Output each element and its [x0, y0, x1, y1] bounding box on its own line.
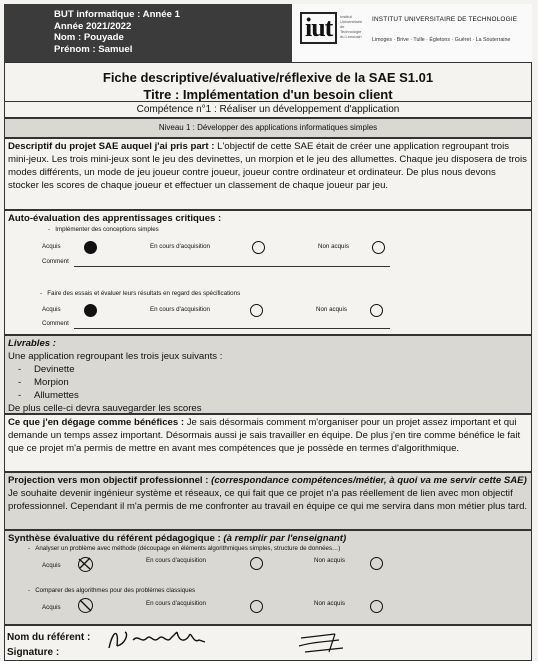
checked-circle[interactable] [84, 241, 97, 254]
niveau: Niveau 1 : Développer des applications informatiques simples [4, 118, 532, 138]
empty-circle[interactable] [372, 241, 385, 254]
synthese-label: Synthèse évaluative du référent pédagogique : [8, 533, 221, 544]
benefices-section [4, 414, 532, 472]
referent-label: Nom du référent : [7, 632, 91, 643]
iut-logo: iut [300, 12, 337, 44]
crossed-circle[interactable] [78, 557, 93, 572]
descriptif-label: Descriptif du projet SAE auquel j'ai pris part : [8, 141, 215, 152]
check-mark-icon [77, 597, 92, 612]
handwritten-signature [105, 626, 225, 652]
livrables-section [4, 335, 532, 414]
signature-scribble [295, 628, 355, 656]
projection-section [4, 472, 532, 530]
list-item: - Devinette [34, 363, 528, 376]
empty-circle[interactable] [252, 241, 265, 254]
name-line: Nom : Pouyade [54, 32, 124, 43]
auto-eval-label: Auto-évaluation des apprentissages critiques : [8, 213, 222, 224]
empty-circle[interactable] [250, 600, 263, 613]
acquis-label: Acquis [42, 604, 61, 611]
benefices-text: Je sais désormais comment m'organiser pour un projet assez important et qui demande un temps assez important. Désormais aussi je sais travailler en équipe. De plus j'en tire comme bénéfice le fait que ce projet m'a permis de mettre en avant mes compétences que je possède en termes d'algorithmique. [8, 417, 521, 454]
competence: Compétence n°1 : Réaliser un développement d'application [4, 101, 532, 118]
empty-circle[interactable] [370, 304, 383, 317]
header [4, 4, 532, 62]
program-line: BUT informatique : Année 1 [54, 9, 180, 20]
form-title: Fiche descriptive/évaluative/réflexive de la SAE S1.01 [102, 70, 434, 85]
checked-circle[interactable] [84, 304, 97, 317]
descriptif-section [4, 138, 532, 210]
acquis-label: Acquis [42, 243, 61, 250]
en-cours-label: En cours d'acquisition [146, 600, 206, 607]
list-item: - Morpion [34, 376, 528, 389]
logo-subtitle: Institut Universitaire de Technologie du Limousin [340, 14, 363, 39]
non-acquis-label: Non acquis [314, 557, 345, 564]
empty-circle[interactable] [370, 557, 383, 570]
firstname-line: Prénom : Samuel [54, 43, 133, 55]
comment-label: Comment [42, 258, 69, 265]
sae-title: Titre : Implémentation d'un besoin client [143, 87, 393, 102]
comment-label: Comment [42, 320, 69, 327]
livrables-label: Livrables : [8, 338, 56, 349]
non-acquis-label: Non acquis [314, 600, 345, 607]
comment-line[interactable] [74, 266, 390, 267]
projection-label: Projection vers mon objectif professionnel : [8, 475, 209, 486]
campus-list: Limoges · Brive · Tulle · Égletons · Guéret · La Souterraine [372, 37, 511, 43]
empty-circle[interactable] [250, 304, 263, 317]
synthese-hint: (à remplir par l'enseignant) [220, 533, 347, 544]
footer [4, 625, 532, 661]
en-cours-label: En cours d'acquisition [146, 557, 206, 564]
criterion-2: - Faire des essais et évaluer leurs résultats en regard des spécifications [40, 290, 241, 297]
crossed-circle[interactable] [78, 598, 93, 613]
en-cours-label: En cours d'acquisition [150, 306, 210, 313]
livrables-intro: Une application regroupant les trois jeux suivants : [8, 351, 223, 362]
institute-name: INSTITUT UNIVERSITAIRE DE TECHNOLOGIE [372, 16, 518, 23]
acquis-label: Acquis [42, 306, 61, 313]
projection-hint: (correspondance compétences/métier, à quoi va me servir cette SAE) [208, 475, 527, 486]
livrables-list [8, 363, 528, 402]
en-cours-label: En cours d'acquisition [150, 243, 210, 250]
year-line: Année 2021/2022 [54, 20, 132, 32]
livrables-outro: De plus celle-ci devra sauvegarder les scores [8, 403, 202, 414]
check-mark-icon [77, 556, 92, 571]
non-acquis-label: Non acquis [318, 243, 349, 250]
acquis-label: Acquis [42, 562, 61, 569]
list-item: - Allumettes [34, 389, 528, 402]
criterion-3: - Analyser un problème avec méthode (découpage en éléments algorithmiques simples, structure de données…) [28, 545, 341, 552]
empty-circle[interactable] [370, 600, 383, 613]
signature-label: Signature : [7, 647, 60, 658]
projection-text: Je souhaite devenir ingénieur système et réseaux, ce qui fait que ce projet n'a pas réellement de lien avec mon objectif professionnel. Cependant il m'a permis de me confronter au travail en équipe ce qui me servira dans mon métier plus tard. [8, 488, 528, 512]
descriptif-text: L'objectif de cette SAE était de créer une application regroupant trois mini-jeux. Les trois mini-jeux sont le jeu des devinettes, un morpion et le jeu des allumettes. Chaque jeu disposera de trois modes différents, un mode de jeu joueur contre joueur, joueur contre ordinateur et ordinateur. De plus nous devons stocker les scores de chaque joueur et effectuer un classement de chaque joueur par jeu. [8, 141, 527, 191]
empty-circle[interactable] [250, 557, 263, 570]
institution-block [292, 4, 532, 62]
criterion-1: - Implémenter des conceptions simples [48, 226, 159, 233]
comment-line[interactable] [74, 328, 390, 329]
student-info [4, 4, 292, 62]
criterion-4: - Comparer des algorithmes pour des problèmes classiques [28, 587, 196, 594]
non-acquis-label: Non acquis [316, 306, 347, 313]
benefices-label: Ce que j'en dégage comme bénéfices : [8, 417, 185, 428]
